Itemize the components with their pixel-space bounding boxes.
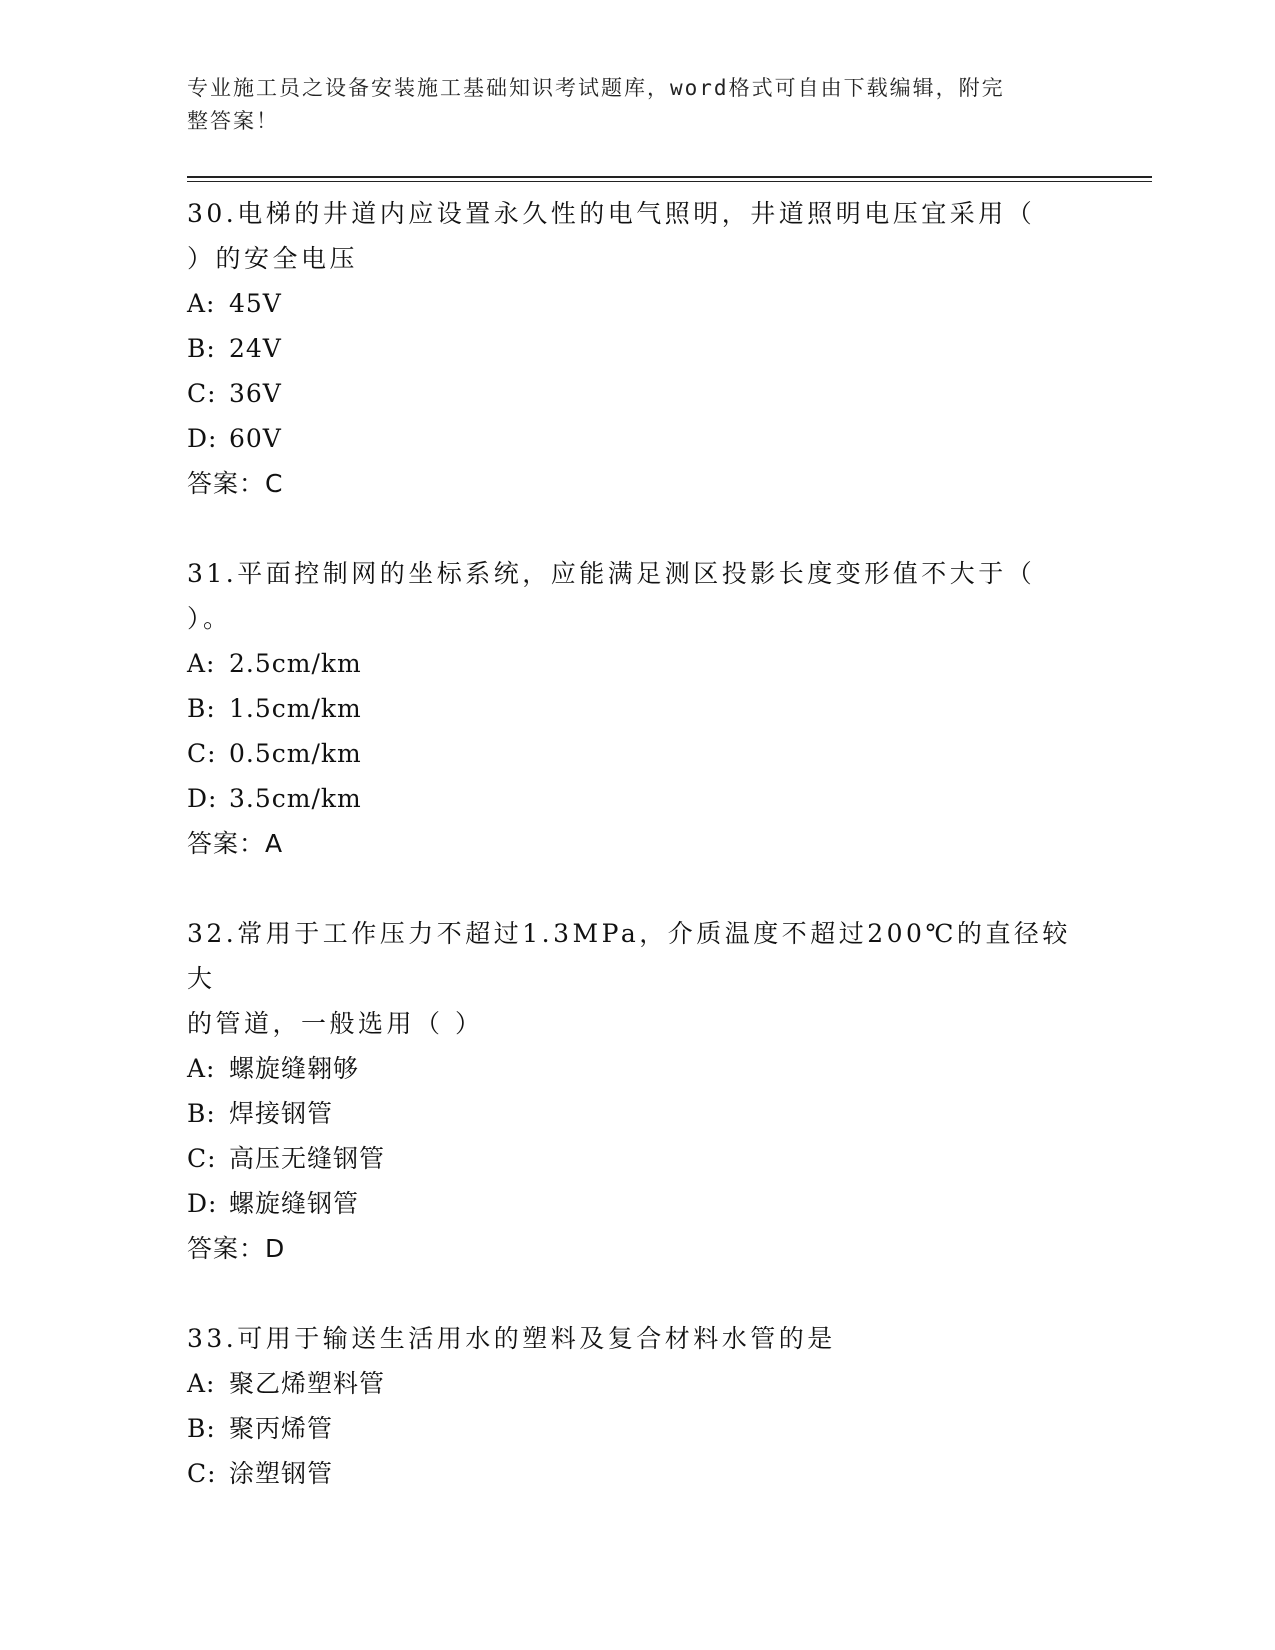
question-30 [187, 191, 1087, 506]
option-letter: D: [187, 784, 218, 813]
option-b [187, 1091, 1087, 1136]
option-text: 36V [229, 379, 282, 408]
option-letter: D: [187, 424, 218, 453]
option-letter: B: [187, 1414, 216, 1443]
question-text-line-2: 的管道，一般选用（ ） [187, 1009, 484, 1038]
option-text: 45V [229, 289, 282, 318]
option-d [187, 416, 1087, 461]
document-header [187, 72, 1087, 138]
option-text: 2.5cm/km [229, 649, 362, 678]
option-b [187, 1406, 1087, 1451]
question-text [187, 191, 1087, 236]
option-letter: D: [187, 1189, 218, 1218]
option-text: 聚乙烯塑料管 [229, 1369, 386, 1398]
question-text [187, 1316, 1087, 1361]
question-31 [187, 551, 1087, 866]
question-text-line-2: ）的安全电压 [187, 244, 359, 273]
option-c [187, 371, 1087, 416]
option-text: 高压无缝钢管 [229, 1144, 386, 1173]
question-text-line-1: 平面控制网的坐标系统，应能满足测区投影长度变形值不大于（ [237, 559, 1036, 588]
question-32 [187, 911, 1087, 1271]
question-text [187, 911, 1087, 1001]
option-a [187, 281, 1087, 326]
answer-line: 答案：A [187, 829, 284, 858]
option-letter: A: [187, 649, 216, 678]
question-text-line-1: 常用于工作压力不超过1.3MPa，介质温度不超过200℃的直径较大 [187, 919, 1071, 993]
option-c [187, 1451, 1087, 1496]
option-text: 聚丙烯管 [229, 1414, 334, 1443]
question-text-line-2: ）。 [187, 604, 232, 633]
header-divider-thin [187, 181, 1152, 182]
header-line-1: 专业施工员之设备安装施工基础知识考试题库，word格式可自由下载编辑，附完 [187, 76, 1005, 100]
option-a [187, 1046, 1087, 1091]
option-d [187, 1181, 1087, 1226]
option-text: 0.5cm/km [229, 739, 362, 768]
option-text: 涂塑钢管 [229, 1459, 334, 1488]
question-text-line-1: 可用于输送生活用水的塑料及复合材料水管的是 [237, 1324, 836, 1353]
option-text: 焊接钢管 [229, 1099, 334, 1128]
header-line-2: 整答案！ [187, 109, 279, 133]
question-number: 30. [187, 199, 238, 228]
header-divider-thick [187, 176, 1152, 178]
option-text: 3.5cm/km [229, 784, 362, 813]
option-d [187, 776, 1087, 821]
option-text: 24V [229, 334, 282, 363]
option-letter: C: [187, 739, 217, 768]
answer-line: 答案：C [187, 469, 284, 498]
option-a [187, 641, 1087, 686]
question-number: 33. [187, 1324, 238, 1353]
option-a [187, 1361, 1087, 1406]
answer-line: 答案：D [187, 1234, 286, 1263]
option-letter: A: [187, 289, 216, 318]
option-letter: A: [187, 1369, 216, 1398]
option-letter: C: [187, 1459, 217, 1488]
option-letter: C: [187, 379, 217, 408]
question-33 [187, 1316, 1087, 1496]
option-letter: B: [187, 694, 216, 723]
option-text: 60V [229, 424, 282, 453]
question-list [187, 191, 1087, 1541]
option-b [187, 326, 1087, 371]
question-number: 31. [187, 559, 238, 588]
option-text: 螺旋缝翱够 [229, 1054, 360, 1083]
option-b [187, 686, 1087, 731]
question-text-line-1: 电梯的井道内应设置永久性的电气照明，井道照明电压宜采用（ [237, 199, 1036, 228]
option-letter: A: [187, 1054, 216, 1083]
question-text [187, 551, 1087, 596]
option-letter: B: [187, 334, 216, 363]
option-text: 1.5cm/km [229, 694, 362, 723]
option-c [187, 1136, 1087, 1181]
option-c [187, 731, 1087, 776]
option-letter: B: [187, 1099, 216, 1128]
option-text: 螺旋缝钢管 [229, 1189, 360, 1218]
option-letter: C: [187, 1144, 217, 1173]
question-number: 32. [187, 919, 238, 948]
